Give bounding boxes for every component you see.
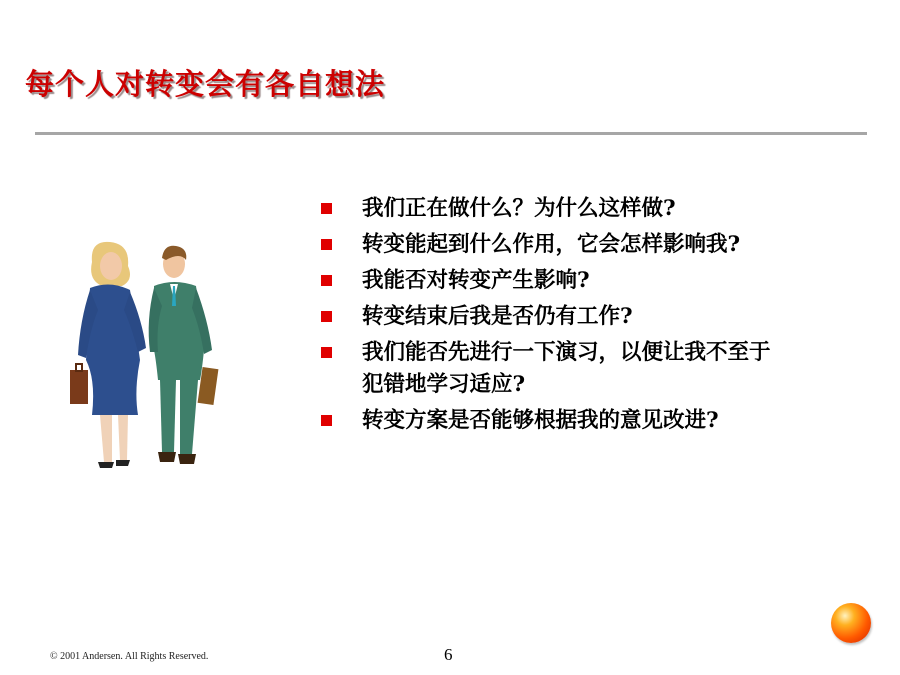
title-divider [35, 132, 867, 135]
man-figure [149, 246, 219, 464]
orange-ball-icon [831, 603, 871, 643]
business-people-illustration [62, 240, 232, 475]
slide-title: 每个人对转变会有各自想法 [25, 67, 386, 101]
list-item-text: 我们能否先进行一下演习，以便让我不至于犯错地学习适应? [362, 340, 771, 397]
bullet-square-icon [321, 275, 332, 286]
list-item-text: 我们正在做什么？为什么这样做? [362, 196, 676, 221]
question-list [318, 193, 788, 441]
list-item-text: 转变结束后我是否仍有工作? [362, 304, 633, 329]
page-number: 6 [444, 645, 453, 664]
list-item [318, 229, 788, 261]
list-item-text: 我能否对转变产生影响? [362, 268, 590, 293]
woman-figure [70, 242, 146, 468]
list-item [318, 337, 788, 401]
copyright-footer: © 2001 Andersen. All Rights Reserved. [50, 651, 209, 662]
list-item [318, 405, 788, 437]
bullet-square-icon [321, 203, 332, 214]
list-item [318, 301, 788, 333]
bullet-square-icon [321, 239, 332, 250]
list-item-text: 转变方案是否能够根据我的意见改进? [362, 408, 719, 433]
list-item [318, 193, 788, 225]
bullet-square-icon [321, 415, 332, 426]
list-item-text: 转变能起到什么作用，它会怎样影响我? [362, 232, 741, 257]
list-item [318, 265, 788, 297]
bullet-square-icon [321, 347, 332, 358]
bullet-square-icon [321, 311, 332, 322]
